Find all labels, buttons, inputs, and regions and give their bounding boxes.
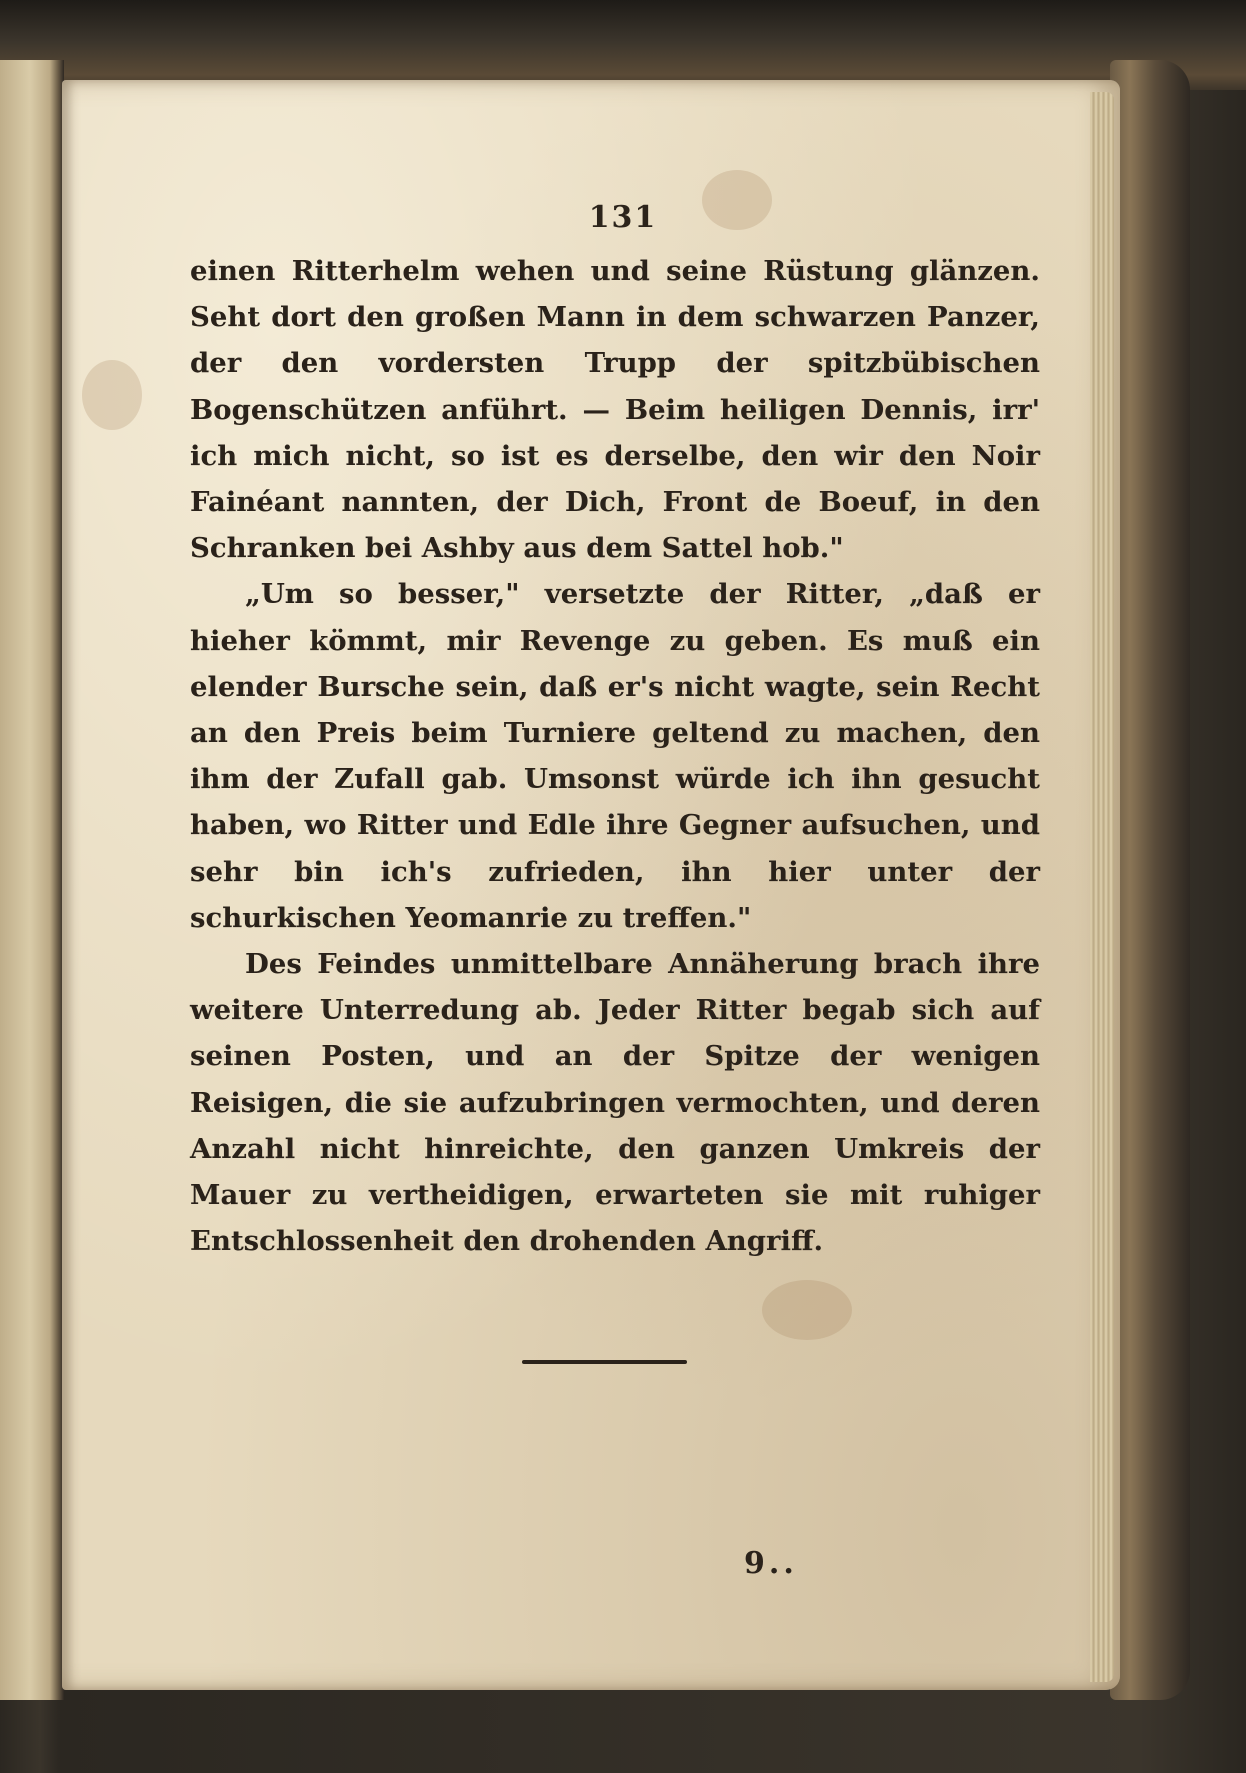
end-rule xyxy=(522,1360,687,1364)
paragraph-1: einen Ritterhelm wehen und seine Rüstung glänzen. Seht dort den großen Mann in dem schwarzen Panzer, der den vordersten Trupp der spitzbübischen Bogenschützen anführt. — Beim heiligen Dennis, irr' ich mich nicht, so ist es derselbe, den wir den Noir Fainéant nannten, der Dich, Front de Boeuf, in den Schranken bei Ashby aus dem Sattel hob." xyxy=(190,255,1040,565)
body-text xyxy=(190,248,1040,1264)
page-number: 131 xyxy=(588,200,658,235)
signature-mark: 9.. xyxy=(744,1546,798,1581)
page-stack-edge xyxy=(1090,92,1114,1682)
book-cover-edge xyxy=(1110,60,1190,1700)
foxing-stain xyxy=(82,360,142,430)
paragraph-2: „Um so besser," versetzte der Ritter, „daß er hieher kömmt, mir Revenge zu geben. Es muß ein elender Bursche sein, daß er's nicht wagte, sein Recht an den Preis beim Turniere geltend zu machen, den ihm der Zufall gab. Umsonst würde ich ihn gesucht haben, wo Ritter und Edle ihre Gegner aufsuchen, und sehr bin ich's zufrieden, ihn hier unter der schurkischen Yeomanrie zu treffen." xyxy=(190,578,1040,934)
paragraph-3: Des Feindes unmittelbare Annäherung brach ihre weitere Unterredung ab. Jeder Ritter begab sich auf seinen Posten, und an der Spitze der wenigen Reisigen, die sie aufzubringen vermochten, und deren Anzahl nicht hinreichte, den ganzen Umkreis der Mauer zu vertheidigen, erwarteten sie mit ruhiger Entschlossenheit den drohenden Angriff. xyxy=(190,948,1040,1258)
left-page-edge xyxy=(0,60,64,1700)
foxing-stain xyxy=(762,1280,852,1340)
book-top-edge xyxy=(0,0,1246,90)
